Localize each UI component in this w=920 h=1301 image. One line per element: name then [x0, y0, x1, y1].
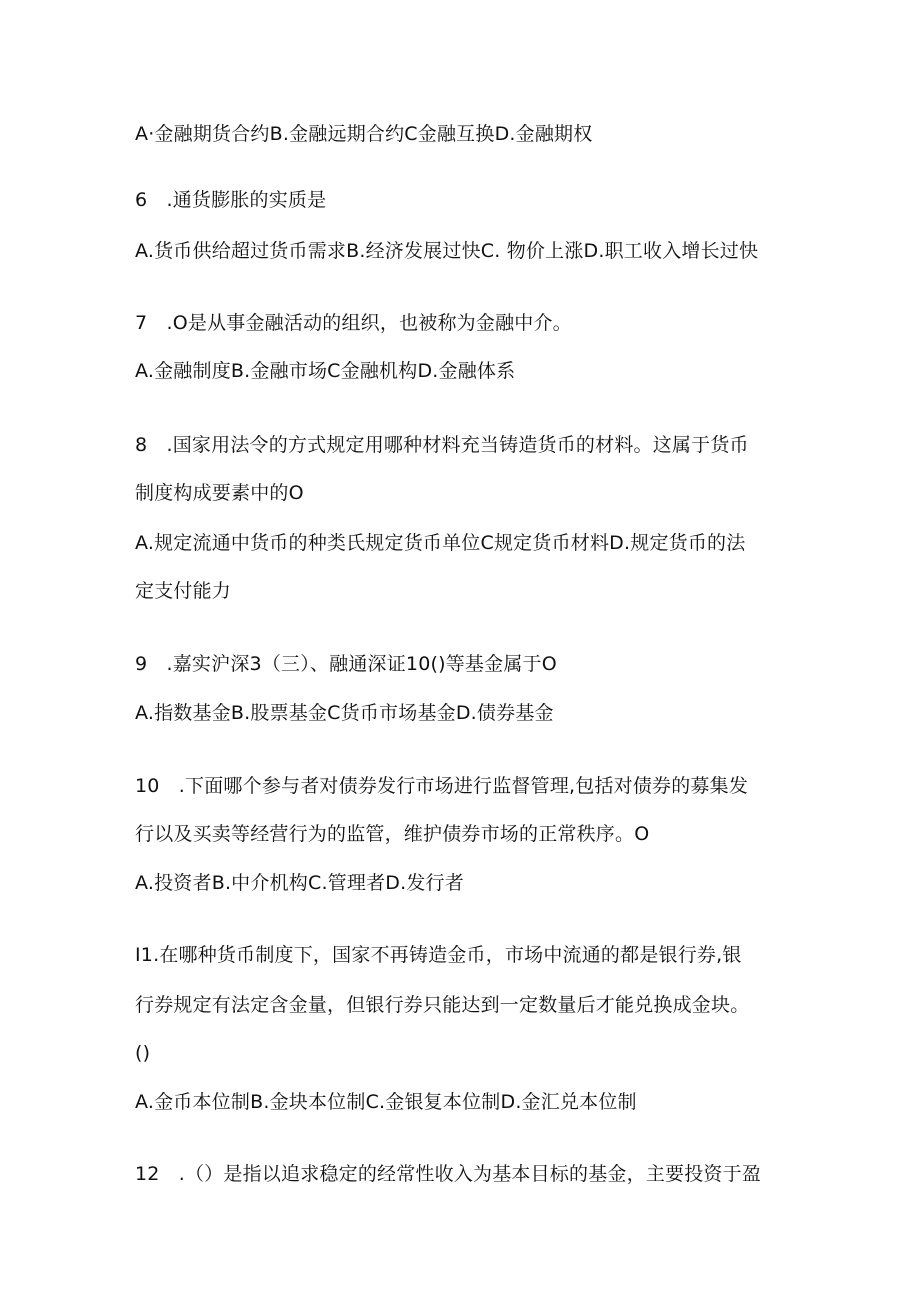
- q5-options: A·金融期货合约B.金融远期合约C金融互换D.金融期权: [135, 123, 593, 145]
- q8-options-line2: 定支付能力: [135, 580, 232, 602]
- q6-options: A.货币供给超过货币需求B.经济发展过快C. 物价上涨D.职工收入增长过快: [135, 240, 759, 262]
- q12-question: 12 .（）是指以追求稳定的经常性收入为基本目标的基金，主要投资于盈: [135, 1163, 762, 1185]
- q11-options: A.金币本位制B.金块本位制C.金银复本位制D.金汇兑本位制: [135, 1091, 637, 1113]
- q11-question-line1: I1.在哪种货币制度下，国家不再铸造金币，市场中流通的都是银行券,银: [135, 944, 742, 966]
- q10-question-line2: 行以及买卖等经营行为的监管，维护债券市场的正常秩序。O: [135, 823, 650, 845]
- q7-question: 7 .O是从事金融活动的组织，也被称为金融中介。: [135, 312, 572, 334]
- q8-question-line2: 制度构成要素中的O: [135, 482, 304, 504]
- q10-question-line1: 10 .下面哪个参与者对债券发行市场进行监督管理,包括对债券的募集发: [135, 775, 749, 797]
- q8-options-line1: A.规定流通中货币的种类氏规定货币单位C规定货币材料D.规定货币的法: [135, 532, 746, 554]
- q7-options: A.金融制度B.金融市场C金融机构D.金融体系: [135, 360, 516, 382]
- q9-question: 9 .嘉实沪深3（三）、融通深证10()等基金属于O: [135, 653, 557, 675]
- q9-options: A.指数基金B.股票基金C货币市场基金D.债券基金: [135, 702, 554, 724]
- q6-question: 6 .通货膨胀的实质是: [135, 189, 327, 211]
- q11-question-line3: (): [135, 1042, 151, 1064]
- q11-question-line2: 行券规定有法定含金量，但银行券只能达到一定数量后才能兑换成金块。: [135, 994, 750, 1016]
- q8-question-line1: 8 .国家用法令的方式规定用哪种材料充当铸造货币的材料。这属于货币: [135, 434, 749, 456]
- q10-options: A.投资者B.中介机构C.管理者D.发行者: [135, 872, 464, 894]
